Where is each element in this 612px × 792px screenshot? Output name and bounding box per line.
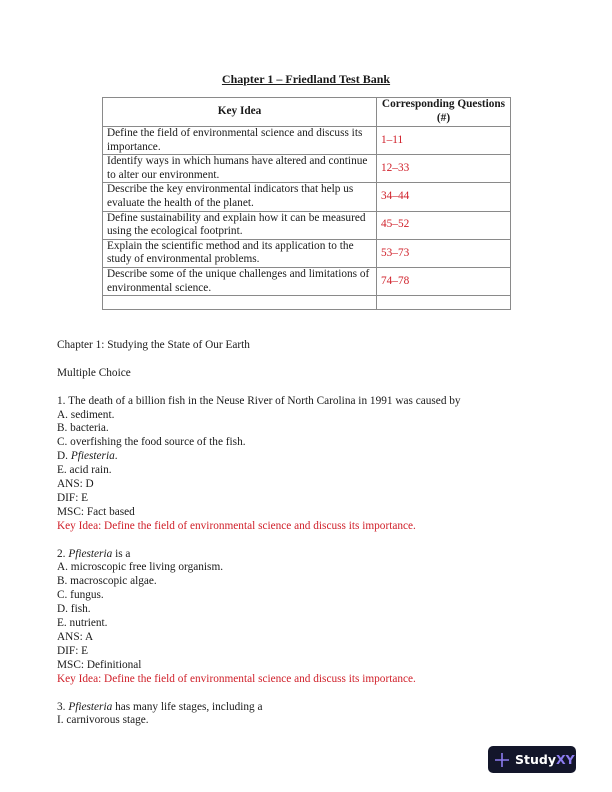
key-idea-cell: Describe some of the unique challenges and limitations of environmental science. [103, 267, 377, 295]
option-c: C. overfishing the food source of the fish. [57, 436, 246, 449]
table-row [103, 211, 511, 239]
option-e: E. acid rain. [57, 464, 112, 477]
question-stem: 3. Pfiesteria has many life stages, including a [57, 700, 263, 713]
table-row [103, 127, 511, 155]
key-idea-cell: Identify ways in which humans have altered and continue to alter our environment. [103, 155, 377, 183]
option-a: A. sediment. [57, 408, 115, 421]
questions-cell: 74–78 [377, 267, 511, 295]
document-body [57, 339, 557, 728]
option-d: D. fish. [57, 603, 91, 616]
key-idea-table [102, 97, 511, 310]
misc: MSC: Fact based [57, 505, 135, 518]
key-idea-note: Key Idea: Define the field of environmental science and discuss its importance. [57, 672, 416, 685]
key-idea-cell: Describe the key environmental indicators that help us evaluate the health of the planet. [103, 183, 377, 211]
key-idea-cell: Define the field of environmental science and discuss its importance. [103, 127, 377, 155]
table-row-empty [103, 296, 511, 310]
table-row [103, 239, 511, 267]
questions-cell: 34–44 [377, 183, 511, 211]
question-1 [57, 395, 557, 534]
option-b: B. bacteria. [57, 422, 109, 435]
section-heading: Multiple Choice [57, 366, 131, 379]
table-header-row [103, 98, 511, 127]
questions-cell: 45–52 [377, 211, 511, 239]
answer: ANS: A [57, 630, 94, 643]
table-row [103, 267, 511, 295]
table-row [103, 183, 511, 211]
key-idea-note: Key Idea: Define the field of environmental science and discuss its importance. [57, 519, 416, 532]
brand-logo: StudyXY [515, 752, 575, 767]
question-3 [57, 701, 557, 729]
answer: ANS: D [57, 478, 94, 491]
questions-cell: 12–33 [377, 155, 511, 183]
key-idea-cell: Define sustainability and explain how it can be measured using the ecological footprint. [103, 211, 377, 239]
empty-cell [103, 296, 377, 310]
option-c: C. fungus. [57, 589, 104, 602]
plus-icon [494, 752, 510, 768]
questions-cell: 1–11 [377, 127, 511, 155]
empty-cell [377, 296, 511, 310]
header-key-idea: Key Idea [103, 98, 377, 127]
chapter-heading: Chapter 1: Studying the State of Our Earth [57, 339, 250, 351]
difficulty: DIF: E [57, 491, 89, 504]
option-i: I. carnivorous stage. [57, 714, 149, 727]
question-stem: 1. The death of a billion fish in the Neuse River of North Carolina in 1991 was caused by [57, 394, 461, 407]
difficulty: DIF: E [57, 644, 89, 657]
option-b: B. macroscopic algae. [57, 575, 157, 588]
questions-cell: 53–73 [377, 239, 511, 267]
question-2 [57, 548, 557, 687]
question-stem: 2. Pfiesteria is a [57, 547, 131, 560]
misc: MSC: Definitional [57, 658, 142, 671]
option-a: A. microscopic free living organism. [57, 561, 224, 574]
option-d: D. Pfiesteria. [57, 450, 118, 463]
studyxy-badge[interactable] [488, 746, 576, 773]
table-row [103, 155, 511, 183]
page-title: Chapter 1 – Friedland Test Bank [221, 72, 391, 86]
option-e: E. nutrient. [57, 617, 108, 630]
key-idea-cell: Explain the scientific method and its application to the study of environmental problems. [103, 239, 377, 267]
header-questions: Corresponding Questions (#) [377, 98, 511, 127]
